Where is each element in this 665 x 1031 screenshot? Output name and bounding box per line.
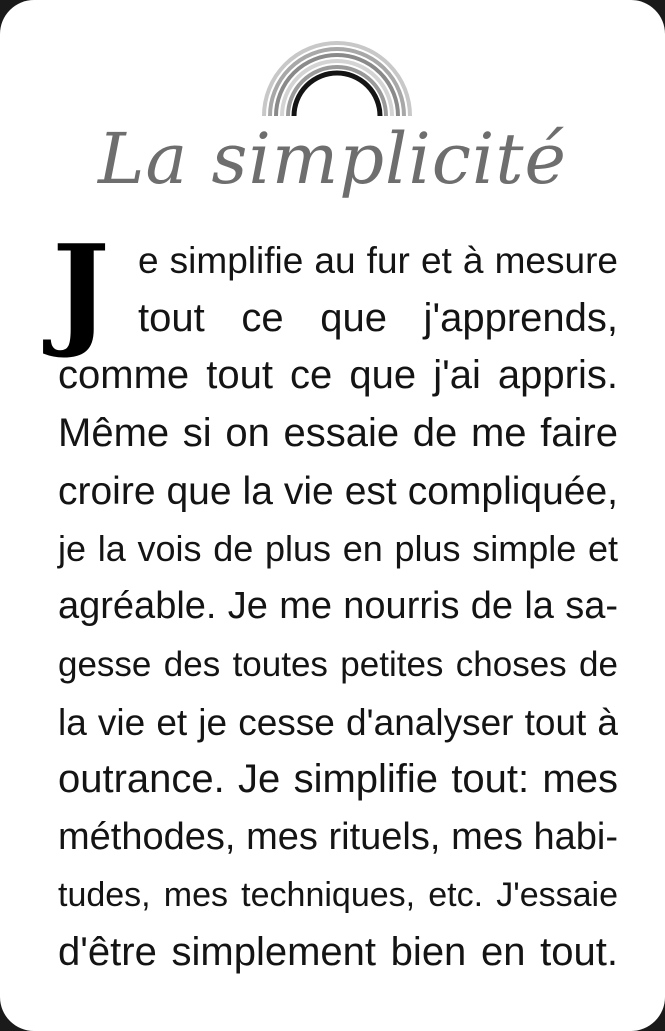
- card-title: La simplicité: [98, 118, 567, 200]
- text-line-10: outrance. Je simplifie tout: mes: [58, 757, 618, 802]
- affirmation-text: [52, 217, 618, 982]
- text-line-11: méthodes, mes rituels, mes habi-: [58, 815, 618, 858]
- text-line-7: agréable. Je me nourris de la sa-: [58, 585, 618, 628]
- text-line-8: gesse des toutes petites choses de: [58, 644, 618, 684]
- text-line-5: croire que la vie est compliquée,: [58, 469, 618, 513]
- first-paragraph-block: [52, 217, 618, 361]
- text-line-3: comme tout ce que j'ai appris.: [58, 353, 618, 398]
- text-line-12: tudes, mes techniques, etc. J'essaie: [58, 875, 618, 914]
- indented-lines: [138, 232, 618, 347]
- text-line-9: la vie et je cesse d'analyser tout à: [58, 701, 618, 743]
- text-line-1: e simplifie au fur et à mesure: [138, 240, 618, 281]
- text-line-4: Même si on essaie de me faire: [58, 411, 618, 456]
- text-line-2: tout ce que j'apprends,: [138, 295, 618, 340]
- text-line-13: d'être simplement bien en tout.: [58, 930, 618, 975]
- text-line-6: je la vois de plus en plus simple et: [58, 528, 618, 570]
- drop-cap: J: [52, 217, 110, 361]
